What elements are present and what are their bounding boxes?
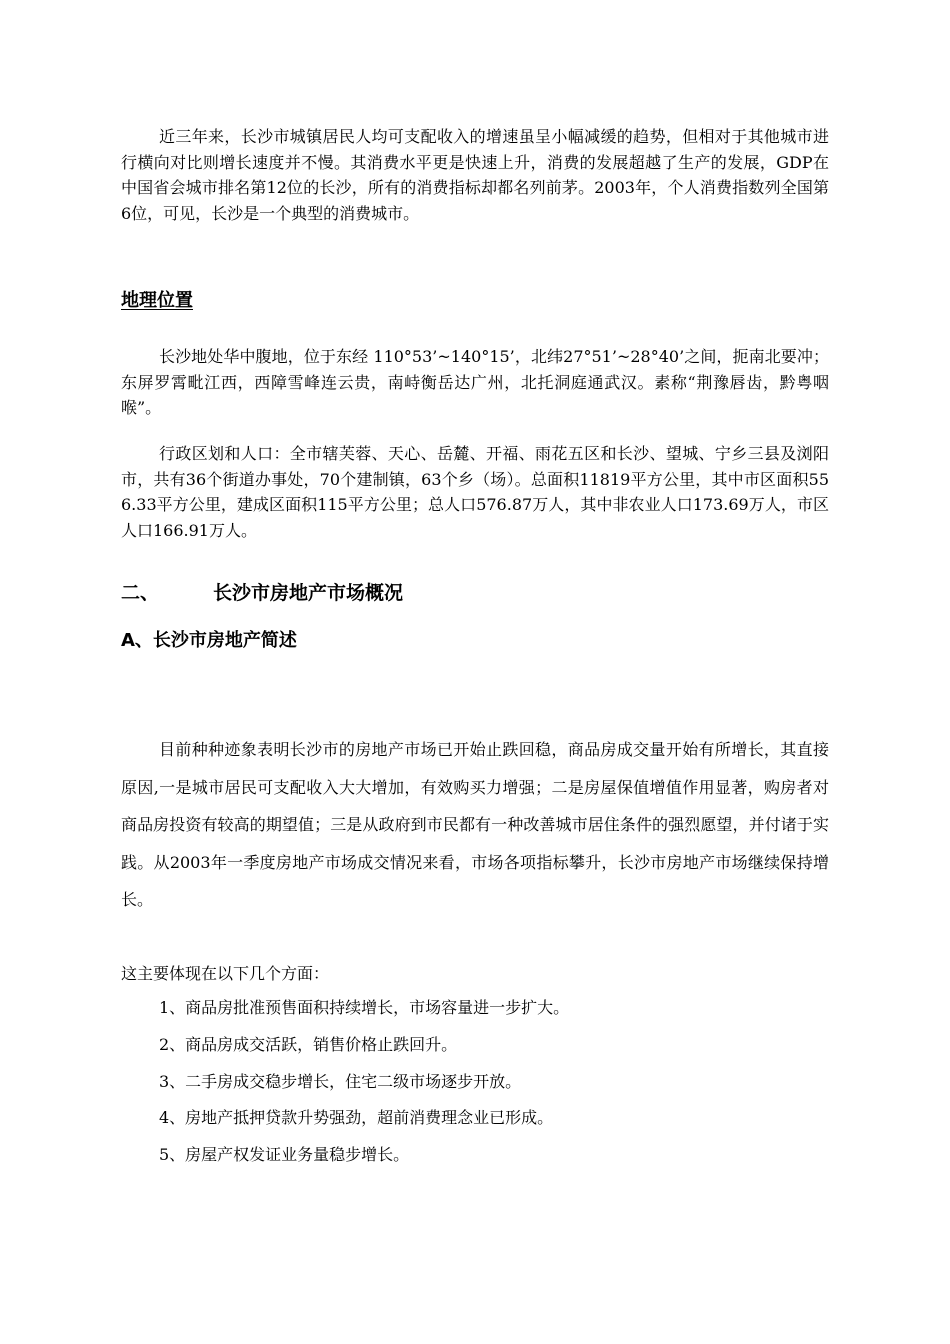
geo-heading: 地理位置 <box>121 290 193 311</box>
geo-paragraph-location: 长沙地处华中腹地，位于东经 110°53’~140°15’，北纬27°51’~28°40’之间，扼南北要冲；东屏罗霄毗江西，西障雪峰连云贵，南峙衡岳达广州，北托洞庭通武汉。素称“荆豫唇齿，黔粤咽喉”。 <box>121 347 829 417</box>
list-item: 3、二手房成交稳步增长，住宅二级市场逐步开放。 <box>159 1072 522 1091</box>
market-paragraph: 目前种种迹象表明长沙市的房地产市场已开始止跌回稳，商品房成交量开始有所增长，其直接原因,一是城市居民可支配收入大大增加，有效购买力增强；二是房屋保值增值作用显著，购房者对商品房投资有较高的期望值；三是从政府到市民都有一种改善城市居住条件的强烈愿望，并付诸于实践。从2003年一季度房地产市场成交情况来看，市场各项指标攀升，长沙市房地产市场继续保持增长。 <box>121 740 829 909</box>
intro-paragraph: 近三年来，长沙市城镇居民人均可支配收入的增速虽呈小幅减缓的趋势，但相对于其他城市进行横向对比则增长速度并不慢。其消费水平更是快速上升，消费的发展超越了生产的发展，GDP在中国省会城市排名第12位的长沙，所有的消费指标却都名列前茅。2003年，个人消费指数列全国第6位，可见，长沙是一个典型的消费城市。 <box>121 127 829 223</box>
list-item: 4、房地产抵押贷款升势强劲，超前消费理念业已形成。 <box>159 1108 554 1127</box>
list-item: 1、商品房批准预售面积持续增长，市场容量进一步扩大。 <box>159 998 570 1017</box>
list-item: 5、房屋产权发证业务量稳步增长。 <box>159 1145 410 1164</box>
section-title: 长沙市房地产市场概况 <box>213 582 404 604</box>
section-heading-2 <box>121 578 829 605</box>
list-item: 2、商品房成交活跃，销售价格止跌回升。 <box>159 1035 458 1054</box>
section-number: 二、 <box>121 582 160 604</box>
subsection-heading-a: A、长沙市房地产简述 <box>121 630 297 651</box>
list-intro: 这主要体现在以下几个方面： <box>121 964 330 983</box>
geo-paragraph-admin: 行政区划和人口：全市辖芙蓉、天心、岳麓、开福、雨花五区和长沙、望城、宁乡三县及浏阳市，共有36个街道办事处，70个建制镇，63个乡（场）。总面积11819平方公里，其中市区面积556.33平方公里，建成区面积115平方公里；总人口576.87万人，其中非农业人口173.69万人，市区人口166.91万人。 <box>121 444 829 540</box>
